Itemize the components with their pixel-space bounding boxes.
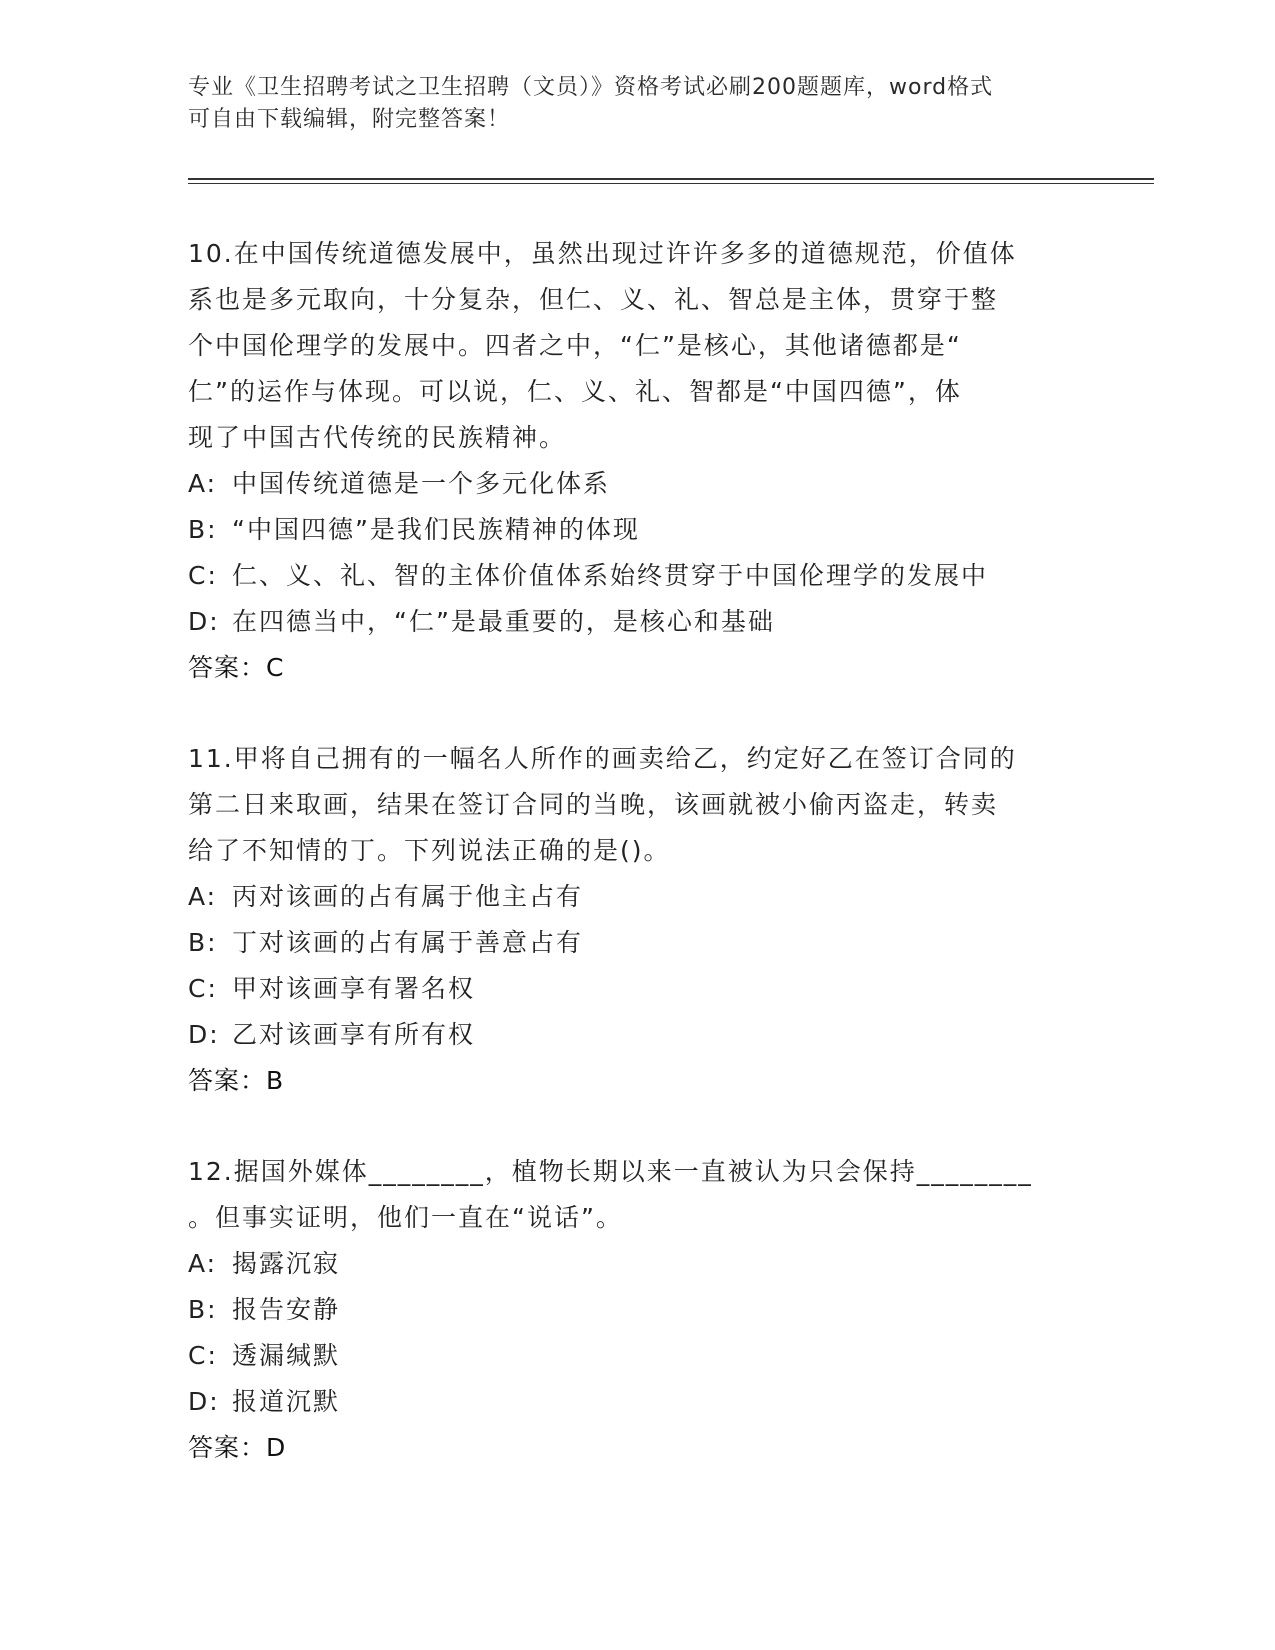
option-text: 丁对该画的占有属于善意占有 [232,928,584,957]
question-text-line: 第二日来取画，结果在签订合同的当晚，该画就被小偷丙盗走，转卖 [188,790,999,819]
option-letter: A: [188,882,218,911]
question-text-line: 系也是多元取向，十分复杂，但仁、义、礼、智总是主体，贯穿于整 [188,285,999,314]
question-list [188,231,1088,1516]
option-text: 在四德当中，“仁”是最重要的，是核心和基础 [232,607,775,636]
option-a [188,1241,1088,1287]
option-b [188,1287,1088,1333]
option-d [188,1012,1088,1058]
option-text: 报道沉默 [232,1387,341,1416]
option-b [188,507,1088,553]
option-a [188,874,1088,920]
option-text: 仁、义、礼、智的主体价值体系始终贯穿于中国伦理学的发展中 [232,561,989,590]
option-text: 甲对该画享有署名权 [232,974,476,1003]
option-text: 揭露沉寂 [232,1249,341,1278]
option-c [188,553,1088,599]
option-letter: C: [188,974,218,1003]
question-11 [188,736,1088,1104]
option-text: “中国四德”是我们民族精神的体现 [232,515,640,544]
option-letter: C: [188,1341,218,1370]
header-line-1: 专业《卫生招聘考试之卫生招聘（文员）》资格考试必刷200题题库，word格式 [188,75,994,100]
option-text: 报告安静 [232,1295,341,1324]
header-line-2: 可自由下载编辑，附完整答案！ [188,107,511,132]
question-text-line: 12.据国外媒体________，植物长期以来一直被认为只会保持________ [188,1157,1033,1186]
option-letter: B: [188,1295,218,1324]
option-c [188,1333,1088,1379]
option-b [188,920,1088,966]
option-letter: D: [188,1387,220,1416]
question-12 [188,1149,1088,1471]
option-text: 透漏缄默 [232,1341,341,1370]
option-text: 中国传统道德是一个多元化体系 [232,469,611,498]
question-text-line: 仁”的运作与体现。可以说，仁、义、礼、智都是“中国四德”，体 [188,377,962,406]
option-text: 乙对该画享有所有权 [232,1020,476,1049]
option-letter: B: [188,515,218,544]
question-text-line: 11.甲将自己拥有的一幅名人所作的画卖给乙，约定好乙在签订合同的 [188,744,1017,773]
question-text-line: 。但事实证明，他们一直在“说话”。 [188,1203,623,1232]
option-letter: B: [188,928,218,957]
option-c [188,966,1088,1012]
header-divider-bottom [188,183,1154,184]
document-header [188,72,1068,136]
question-text-line: 10.在中国传统道德发展中，虽然出现过许许多多的道德规范，价值体 [188,239,1017,268]
option-letter: D: [188,1020,220,1049]
question-10 [188,231,1088,691]
question-text-line: 给了不知情的丁。下列说法正确的是()。 [188,836,671,865]
option-letter: D: [188,607,220,636]
option-letter: C: [188,561,218,590]
answer-line: 答案：D [188,1433,287,1462]
option-d [188,1379,1088,1425]
question-text-line: 个中国伦理学的发展中。四者之中，“仁”是核心，其他诸德都是“ [188,331,962,360]
header-divider-top [188,178,1154,180]
option-letter: A: [188,1249,218,1278]
option-a [188,461,1088,507]
answer-line: 答案：C [188,653,285,682]
option-d [188,599,1088,645]
answer-line: 答案：B [188,1066,285,1095]
option-text: 丙对该画的占有属于他主占有 [232,882,584,911]
question-text-line: 现了中国古代传统的民族精神。 [188,423,567,452]
option-letter: A: [188,469,218,498]
